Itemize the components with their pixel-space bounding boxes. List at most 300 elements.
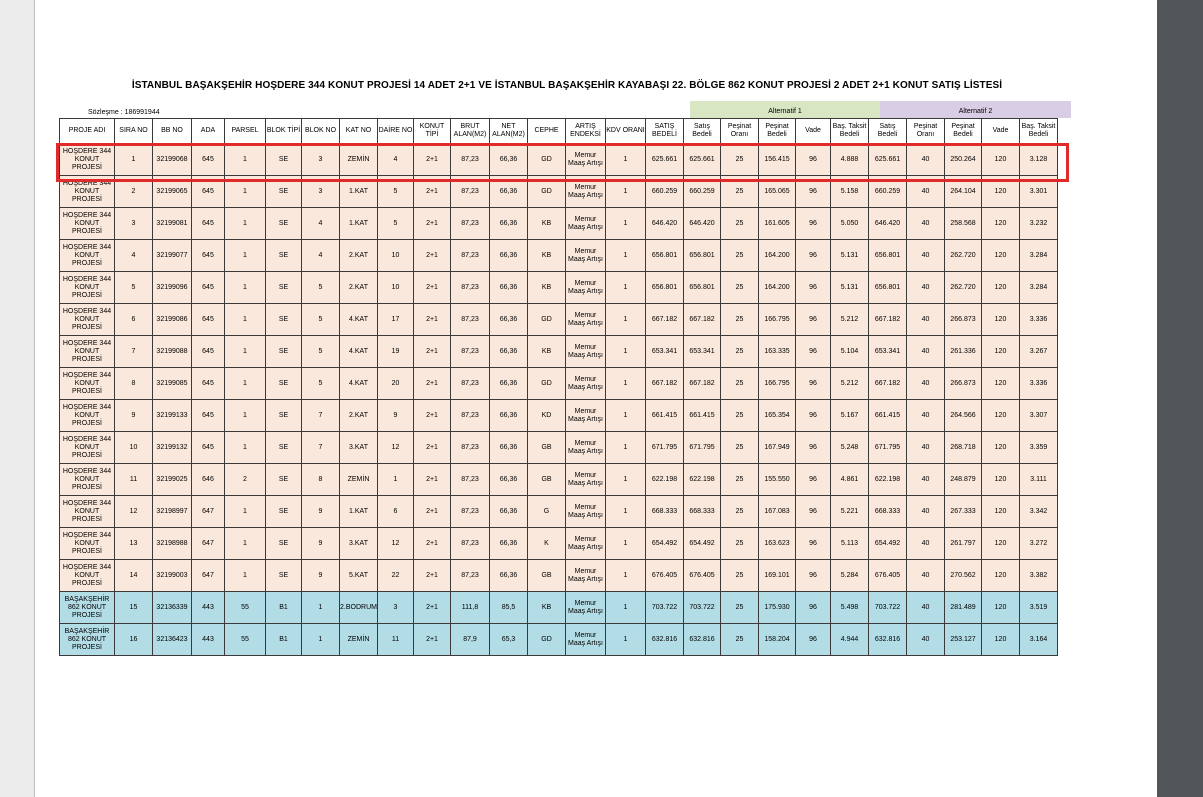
table-cell: 6: [378, 496, 414, 528]
column-header: Peşinat Bedeli: [945, 119, 982, 144]
table-cell: 667.182: [646, 368, 684, 400]
table-cell: 5.212: [831, 368, 869, 400]
table-cell: GB: [528, 464, 566, 496]
table-row: [60, 496, 1058, 528]
table-cell: 656.801: [684, 272, 721, 304]
table-cell: 261.797: [945, 528, 982, 560]
table-cell: Memur Maaş Artışı: [566, 240, 606, 272]
table-cell: 671.795: [684, 432, 721, 464]
table-cell: 5: [378, 176, 414, 208]
table-cell: 120: [982, 624, 1020, 656]
table-cell: GD: [528, 304, 566, 336]
column-header: PROJE ADI: [60, 119, 115, 144]
table-cell: 262.720: [945, 240, 982, 272]
table-cell: HOŞDERE 344 KONUT PROJESİ: [60, 496, 115, 528]
table-cell: 66,36: [490, 400, 528, 432]
table-cell: 25: [721, 432, 759, 464]
table-cell: 1: [606, 208, 646, 240]
table-cell: 1: [225, 176, 266, 208]
table-cell: 1: [115, 144, 153, 176]
table-cell: 96: [796, 272, 831, 304]
table-cell: HOŞDERE 344 KONUT PROJESİ: [60, 240, 115, 272]
table-cell: 3.519: [1020, 592, 1058, 624]
table-cell: 653.341: [646, 336, 684, 368]
table-cell: 660.259: [646, 176, 684, 208]
table-cell: 32199003: [153, 560, 192, 592]
table-cell: 120: [982, 240, 1020, 272]
table-cell: 667.182: [684, 304, 721, 336]
table-cell: 87,23: [451, 240, 490, 272]
table-cell: 4.944: [831, 624, 869, 656]
table-cell: HOŞDERE 344 KONUT PROJESİ: [60, 368, 115, 400]
table-cell: 647: [192, 560, 225, 592]
table-cell: 1: [225, 496, 266, 528]
table-cell: 66,36: [490, 560, 528, 592]
table-cell: 96: [796, 176, 831, 208]
table-cell: 19: [378, 336, 414, 368]
column-header: Baş. Taksit Bedeli: [1020, 119, 1058, 144]
table-cell: 96: [796, 208, 831, 240]
table-cell: 96: [796, 624, 831, 656]
table-cell: 3.KAT: [340, 528, 378, 560]
table-cell: 656.801: [869, 240, 907, 272]
table-cell: 667.182: [869, 304, 907, 336]
table-cell: 66,36: [490, 240, 528, 272]
table-cell: 1: [606, 560, 646, 592]
table-cell: 166.795: [759, 368, 796, 400]
table-cell: 622.198: [869, 464, 907, 496]
table-cell: 10: [115, 432, 153, 464]
table-cell: 7: [302, 432, 340, 464]
table-cell: 645: [192, 208, 225, 240]
table-row: [60, 560, 1058, 592]
table-cell: 2+1: [414, 240, 451, 272]
table-cell: 656.801: [869, 272, 907, 304]
table-cell: 1: [225, 560, 266, 592]
table-cell: 14: [115, 560, 153, 592]
table-cell: 2+1: [414, 464, 451, 496]
table-cell: 625.661: [646, 144, 684, 176]
table-cell: Memur Maaş Artışı: [566, 368, 606, 400]
table-cell: 96: [796, 304, 831, 336]
table-cell: 5.104: [831, 336, 869, 368]
table-cell: 87,23: [451, 336, 490, 368]
table-cell: Memur Maaş Artışı: [566, 528, 606, 560]
table-cell: 40: [907, 400, 945, 432]
table-cell: 87,23: [451, 560, 490, 592]
table-cell: 164.200: [759, 272, 796, 304]
table-cell: 660.259: [684, 176, 721, 208]
table-cell: 4.861: [831, 464, 869, 496]
alternative-1-header: Alternatif 1: [690, 101, 880, 118]
table-cell: 96: [796, 368, 831, 400]
table-cell: HOŞDERE 344 KONUT PROJESİ: [60, 432, 115, 464]
table-cell: 645: [192, 400, 225, 432]
table-cell: 25: [721, 560, 759, 592]
table-cell: 32199088: [153, 336, 192, 368]
table-cell: 66,36: [490, 272, 528, 304]
table-cell: 9: [378, 400, 414, 432]
table-cell: 261.336: [945, 336, 982, 368]
table-cell: 281.489: [945, 592, 982, 624]
table-cell: 87,23: [451, 464, 490, 496]
table-row: [60, 464, 1058, 496]
table-cell: 2.KAT: [340, 400, 378, 432]
table-cell: 5.131: [831, 272, 869, 304]
table-cell: 1: [606, 144, 646, 176]
table-cell: 661.415: [869, 400, 907, 432]
table-cell: 2: [115, 176, 153, 208]
table-cell: 5.158: [831, 176, 869, 208]
table-cell: GD: [528, 624, 566, 656]
table-cell: 120: [982, 176, 1020, 208]
table-cell: 87,23: [451, 528, 490, 560]
table-cell: 32136339: [153, 592, 192, 624]
table-cell: 1.KAT: [340, 208, 378, 240]
table-cell: Memur Maaş Artışı: [566, 304, 606, 336]
table-cell: 32199025: [153, 464, 192, 496]
table-cell: 264.104: [945, 176, 982, 208]
table-cell: 66,36: [490, 368, 528, 400]
column-header: Vade: [982, 119, 1020, 144]
table-cell: SE: [266, 368, 302, 400]
table-cell: 17: [378, 304, 414, 336]
contract-number: Sözleşme : 186991944: [88, 109, 160, 116]
table-cell: 9: [302, 528, 340, 560]
table-cell: 5.167: [831, 400, 869, 432]
table-cell: 4.KAT: [340, 336, 378, 368]
table-cell: 1: [606, 272, 646, 304]
alternative-2-header: Alternatif 2: [880, 101, 1071, 118]
table-cell: 268.718: [945, 432, 982, 464]
table-cell: B1: [266, 624, 302, 656]
table-cell: 3: [302, 176, 340, 208]
table-cell: 1: [302, 592, 340, 624]
table-row: [60, 592, 1058, 624]
table-cell: 3.KAT: [340, 432, 378, 464]
table-cell: GB: [528, 560, 566, 592]
column-header: SATIŞ BEDELİ: [646, 119, 684, 144]
table-cell: 96: [796, 592, 831, 624]
table-cell: KB: [528, 240, 566, 272]
table-cell: HOŞDERE 344 KONUT PROJESİ: [60, 272, 115, 304]
table-cell: SE: [266, 400, 302, 432]
table-cell: 5.212: [831, 304, 869, 336]
table-cell: 645: [192, 240, 225, 272]
table-cell: 2+1: [414, 208, 451, 240]
table-cell: 5.248: [831, 432, 869, 464]
table-cell: 96: [796, 400, 831, 432]
table-cell: 66,36: [490, 464, 528, 496]
table-cell: 5: [302, 272, 340, 304]
table-cell: 443: [192, 624, 225, 656]
table-cell: 3: [378, 592, 414, 624]
table-cell: Memur Maaş Artışı: [566, 496, 606, 528]
table-cell: 40: [907, 464, 945, 496]
table-cell: 646.420: [646, 208, 684, 240]
table-cell: 2+1: [414, 400, 451, 432]
table-cell: 703.722: [869, 592, 907, 624]
table-cell: 1: [225, 240, 266, 272]
table-cell: 646.420: [684, 208, 721, 240]
table-cell: 2+1: [414, 432, 451, 464]
table-cell: 258.568: [945, 208, 982, 240]
highlighted-row-outline: [56, 143, 1069, 182]
table-cell: 1.KAT: [340, 176, 378, 208]
column-header: Vade: [796, 119, 831, 144]
table-cell: 120: [982, 496, 1020, 528]
table-cell: 167.083: [759, 496, 796, 528]
table-cell: 96: [796, 560, 831, 592]
column-header: NET ALAN(M2): [490, 119, 528, 144]
table-cell: 646: [192, 464, 225, 496]
table-row: [60, 240, 1058, 272]
table-cell: KB: [528, 208, 566, 240]
column-header: DAİRE NO: [378, 119, 414, 144]
table-cell: 262.720: [945, 272, 982, 304]
table-cell: 25: [721, 176, 759, 208]
table-cell: 653.341: [869, 336, 907, 368]
table-cell: 32199065: [153, 176, 192, 208]
table-cell: GD: [528, 368, 566, 400]
table-cell: 87,23: [451, 144, 490, 176]
table-cell: GD: [528, 144, 566, 176]
table-cell: Memur Maaş Artışı: [566, 144, 606, 176]
table-cell: 9: [302, 560, 340, 592]
table-cell: 653.341: [684, 336, 721, 368]
table-cell: 5: [302, 304, 340, 336]
table-cell: 5: [378, 208, 414, 240]
table-cell: 661.415: [646, 400, 684, 432]
table-cell: 5.131: [831, 240, 869, 272]
table-cell: 1: [225, 528, 266, 560]
table-cell: 250.264: [945, 144, 982, 176]
table-cell: HOŞDERE 344 KONUT PROJESİ: [60, 464, 115, 496]
table-cell: 1: [606, 336, 646, 368]
table-cell: 32199133: [153, 400, 192, 432]
table-cell: 20: [378, 368, 414, 400]
table-cell: 163.623: [759, 528, 796, 560]
table-cell: 7: [302, 400, 340, 432]
table-cell: 40: [907, 528, 945, 560]
table-cell: 645: [192, 336, 225, 368]
table-cell: 5.KAT: [340, 560, 378, 592]
table-cell: 85,5: [490, 592, 528, 624]
table-cell: 87,23: [451, 272, 490, 304]
table-cell: 660.259: [869, 176, 907, 208]
table-cell: HOŞDERE 344 KONUT PROJESİ: [60, 176, 115, 208]
table-cell: 15: [115, 592, 153, 624]
table-cell: 22: [378, 560, 414, 592]
table-cell: 96: [796, 528, 831, 560]
table-cell: HOŞDERE 344 KONUT PROJESİ: [60, 560, 115, 592]
table-cell: 1: [606, 464, 646, 496]
table-cell: 2+1: [414, 336, 451, 368]
table-cell: 3.267: [1020, 336, 1058, 368]
table-cell: 40: [907, 144, 945, 176]
table-cell: 55: [225, 592, 266, 624]
table-cell: 3.284: [1020, 240, 1058, 272]
table-cell: 676.405: [869, 560, 907, 592]
table-cell: 1: [606, 176, 646, 208]
table-cell: 3.301: [1020, 176, 1058, 208]
table-cell: 1: [606, 528, 646, 560]
table-cell: 25: [721, 240, 759, 272]
table-cell: 3.272: [1020, 528, 1058, 560]
table-cell: 668.333: [684, 496, 721, 528]
table-cell: 40: [907, 368, 945, 400]
table-cell: 120: [982, 336, 1020, 368]
table-cell: SE: [266, 272, 302, 304]
table-cell: ZEMİN: [340, 144, 378, 176]
table-cell: 1: [225, 432, 266, 464]
table-cell: 66,36: [490, 304, 528, 336]
table-cell: 1: [225, 368, 266, 400]
table-cell: 1: [225, 272, 266, 304]
table-cell: 87,23: [451, 432, 490, 464]
column-header: Peşinat Oranı: [721, 119, 759, 144]
table-cell: Memur Maaş Artışı: [566, 560, 606, 592]
table-cell: 25: [721, 528, 759, 560]
table-cell: 25: [721, 336, 759, 368]
table-cell: 32199077: [153, 240, 192, 272]
table-cell: 3.336: [1020, 368, 1058, 400]
table-cell: BAŞAKŞEHİR 862 KONUT PROJESİ: [60, 592, 115, 624]
table-cell: 1: [378, 464, 414, 496]
table-cell: 40: [907, 624, 945, 656]
table-cell: 645: [192, 432, 225, 464]
table-cell: 5.050: [831, 208, 869, 240]
table-cell: 266.873: [945, 368, 982, 400]
table-cell: SE: [266, 528, 302, 560]
table-cell: HOŞDERE 344 KONUT PROJESİ: [60, 400, 115, 432]
table-cell: 5.498: [831, 592, 869, 624]
table-cell: 120: [982, 432, 1020, 464]
table-cell: 3.382: [1020, 560, 1058, 592]
table-row: [60, 528, 1058, 560]
table-cell: 645: [192, 272, 225, 304]
table-cell: 158.204: [759, 624, 796, 656]
table-header-row: [60, 119, 1058, 144]
table-row: [60, 432, 1058, 464]
table-cell: 87,23: [451, 176, 490, 208]
column-header: KAT NO: [340, 119, 378, 144]
table-cell: 267.333: [945, 496, 982, 528]
table-cell: 25: [721, 624, 759, 656]
table-cell: 1: [225, 208, 266, 240]
table-cell: 703.722: [684, 592, 721, 624]
column-header: BRUT ALAN(M2): [451, 119, 490, 144]
table-cell: 266.873: [945, 304, 982, 336]
table-cell: 87,23: [451, 304, 490, 336]
table-cell: 667.182: [869, 368, 907, 400]
table-cell: 120: [982, 464, 1020, 496]
table-cell: 55: [225, 624, 266, 656]
table-cell: SE: [266, 208, 302, 240]
table-cell: 40: [907, 240, 945, 272]
table-cell: 4.KAT: [340, 304, 378, 336]
table-cell: 1: [606, 592, 646, 624]
table-cell: 2+1: [414, 272, 451, 304]
table-cell: 96: [796, 144, 831, 176]
table-cell: 32198997: [153, 496, 192, 528]
table-cell: 120: [982, 144, 1020, 176]
table-cell: 66,36: [490, 432, 528, 464]
table-cell: 646.420: [869, 208, 907, 240]
column-header: Peşinat Bedeli: [759, 119, 796, 144]
table-cell: 622.198: [684, 464, 721, 496]
table-cell: 1: [225, 144, 266, 176]
table-cell: 2+1: [414, 528, 451, 560]
table-cell: HOŞDERE 344 KONUT PROJESİ: [60, 528, 115, 560]
table-cell: 622.198: [646, 464, 684, 496]
table-cell: 4.KAT: [340, 368, 378, 400]
table-row: [60, 304, 1058, 336]
table-cell: GB: [528, 432, 566, 464]
table-cell: 656.801: [646, 240, 684, 272]
table-cell: 120: [982, 208, 1020, 240]
table-cell: 65,3: [490, 624, 528, 656]
table-cell: 9: [115, 400, 153, 432]
table-cell: 2+1: [414, 144, 451, 176]
table-cell: Memur Maaş Artışı: [566, 624, 606, 656]
table-cell: 25: [721, 496, 759, 528]
table-cell: 668.333: [646, 496, 684, 528]
table-cell: 40: [907, 560, 945, 592]
column-header: Baş. Taksit Bedeli: [831, 119, 869, 144]
table-cell: 155.550: [759, 464, 796, 496]
table-cell: 32199086: [153, 304, 192, 336]
table-cell: 3: [302, 144, 340, 176]
table-cell: 163.335: [759, 336, 796, 368]
column-header: KDV ORANI: [606, 119, 646, 144]
column-header: ARTIŞ ENDEKSİ: [566, 119, 606, 144]
table-cell: 164.200: [759, 240, 796, 272]
table-cell: 167.949: [759, 432, 796, 464]
viewer-scroll-area[interactable]: [1157, 0, 1203, 797]
table-cell: 647: [192, 496, 225, 528]
table-cell: 1: [302, 624, 340, 656]
column-header: CEPHE: [528, 119, 566, 144]
table-cell: 4: [302, 240, 340, 272]
table-cell: SE: [266, 560, 302, 592]
table-cell: 96: [796, 336, 831, 368]
table-cell: 1: [225, 400, 266, 432]
table-cell: 25: [721, 208, 759, 240]
table-cell: 1: [606, 304, 646, 336]
table-cell: 2+1: [414, 496, 451, 528]
table-cell: 443: [192, 592, 225, 624]
table-cell: 66,36: [490, 208, 528, 240]
table-cell: 40: [907, 336, 945, 368]
table-cell: 165.065: [759, 176, 796, 208]
table-cell: 96: [796, 240, 831, 272]
table-cell: Memur Maaş Artışı: [566, 400, 606, 432]
document-title: İSTANBUL BAŞAKŞEHİR HOŞDERE 344 KONUT PROJESİ 14 ADET 2+1 VE İSTANBUL BAŞAKŞEHİR KAYABAŞI 22. BÖLGE 862 KONUT PROJESİ 2 ADET 2+1 KONUT SATIŞ LİSTESİ: [131, 80, 1003, 91]
table-cell: 645: [192, 304, 225, 336]
table-cell: 671.795: [869, 432, 907, 464]
table-cell: 2+1: [414, 624, 451, 656]
table-cell: 9: [302, 496, 340, 528]
table-cell: 1: [606, 368, 646, 400]
table-cell: 96: [796, 496, 831, 528]
table-cell: BAŞAKŞEHİR 862 KONUT PROJESİ: [60, 624, 115, 656]
table-cell: Memur Maaş Artışı: [566, 432, 606, 464]
table-cell: 656.801: [646, 272, 684, 304]
table-cell: 12: [115, 496, 153, 528]
table-cell: 1: [606, 400, 646, 432]
column-header: BLOK NO: [302, 119, 340, 144]
